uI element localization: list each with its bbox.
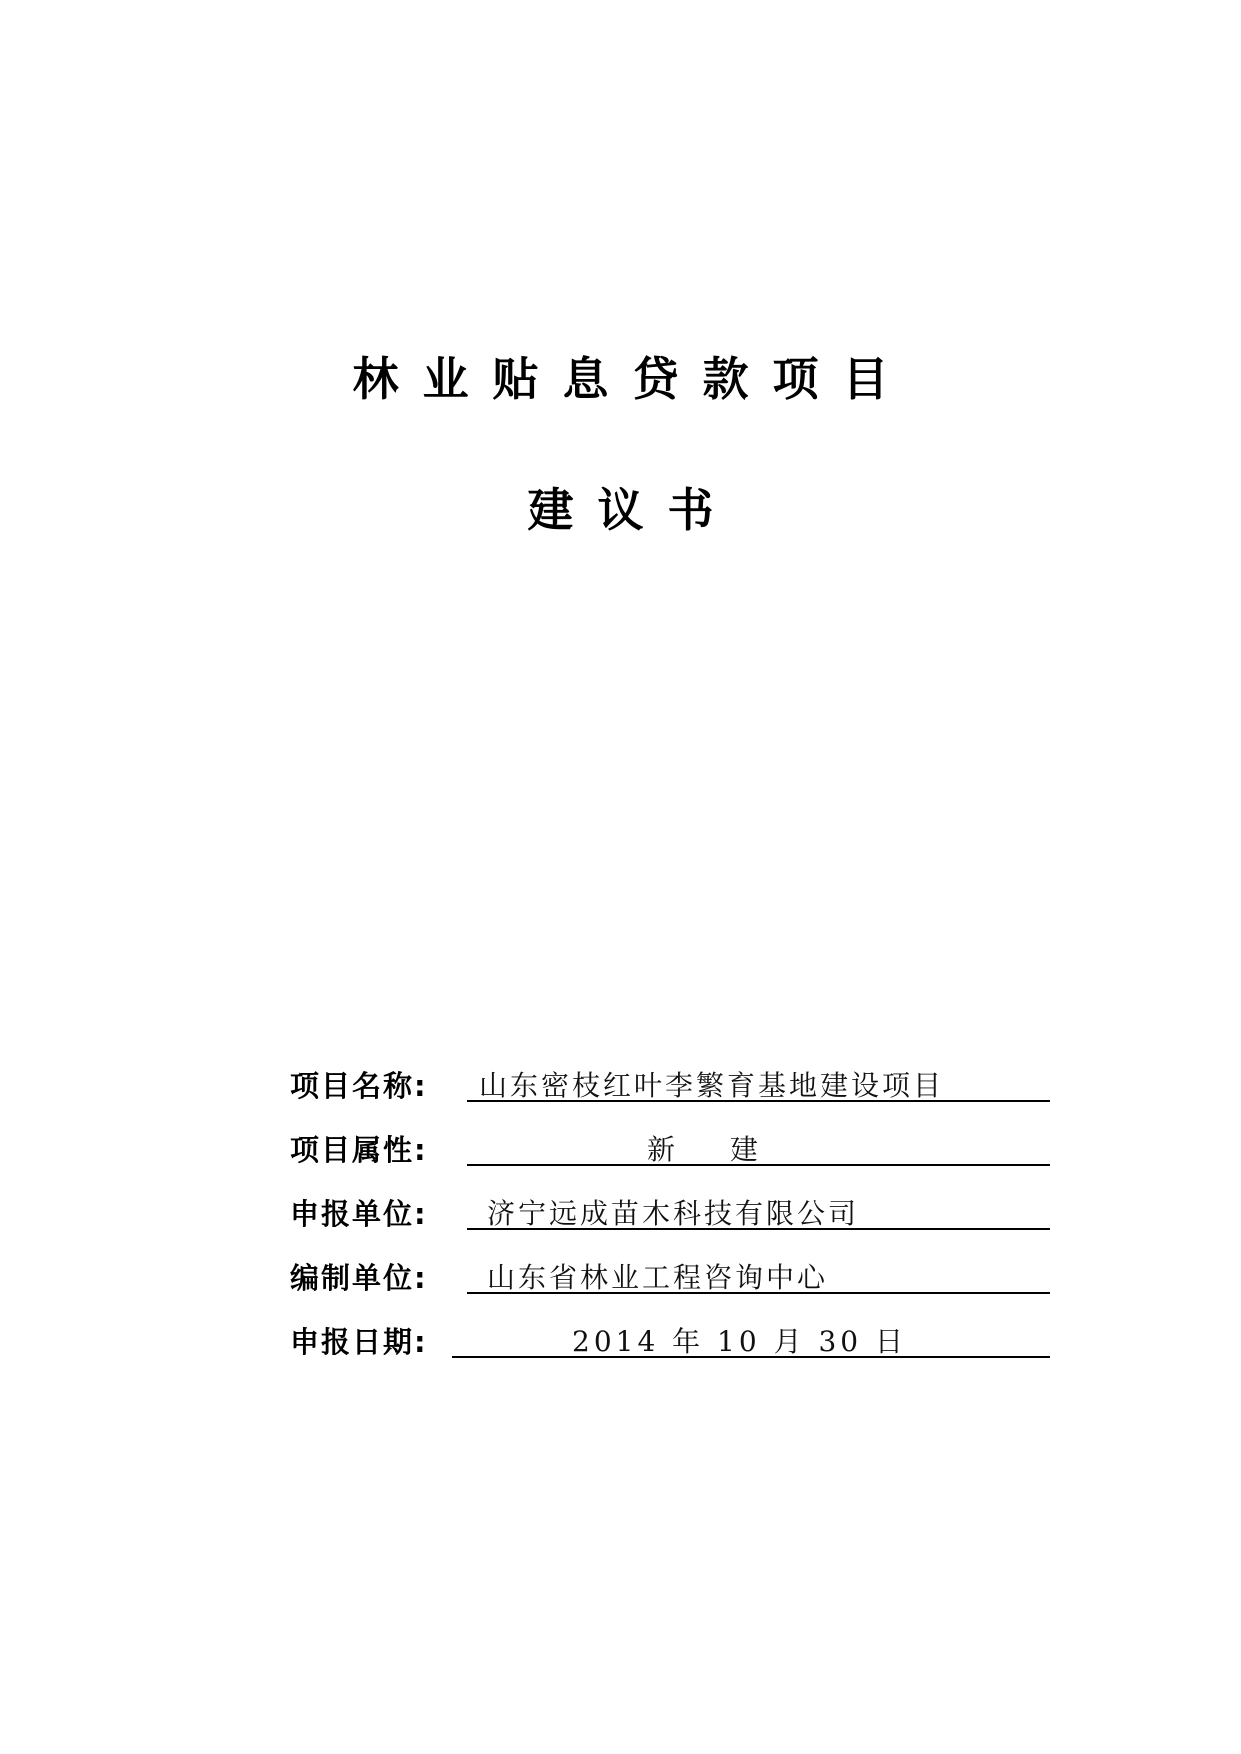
document-title-line-2 xyxy=(0,483,1241,537)
field-value: 山东省林业工程咨询中心 xyxy=(467,1258,1050,1294)
title-char: 贴 xyxy=(492,352,539,406)
field-label: 项目名称: xyxy=(290,1069,428,1103)
title-char: 目 xyxy=(842,352,889,406)
field-label: 申报日期: xyxy=(290,1325,428,1359)
field-label: 编制单位: xyxy=(290,1261,428,1295)
title-char: 息 xyxy=(562,352,609,406)
field-value: 2014 年 10 月 30 日 xyxy=(452,1322,1050,1358)
field-value: 济宁远成苗木科技有限公司 xyxy=(467,1194,1050,1230)
title-char: 建 xyxy=(527,483,574,537)
document-title-line-1 xyxy=(0,352,1241,406)
title-char: 款 xyxy=(702,352,749,406)
field-label: 项目属性: xyxy=(290,1133,428,1167)
field-project-name xyxy=(290,1066,1050,1130)
field-label: 申报单位: xyxy=(290,1197,428,1231)
field-value: 山东密枝红叶李繁育基地建设项目 xyxy=(467,1066,1050,1102)
field-project-attribute xyxy=(290,1130,1050,1194)
title-char: 贷 xyxy=(632,352,679,406)
project-info-fields xyxy=(290,1066,1050,1386)
field-application-date xyxy=(290,1322,1050,1386)
title-char: 议 xyxy=(597,483,644,537)
field-value: 新 建 xyxy=(467,1130,1050,1166)
title-char: 书 xyxy=(667,483,714,537)
title-char: 业 xyxy=(422,352,469,406)
field-applicant-unit xyxy=(290,1194,1050,1258)
title-char: 林 xyxy=(352,352,399,406)
title-char: 项 xyxy=(772,352,819,406)
field-editing-unit xyxy=(290,1258,1050,1322)
